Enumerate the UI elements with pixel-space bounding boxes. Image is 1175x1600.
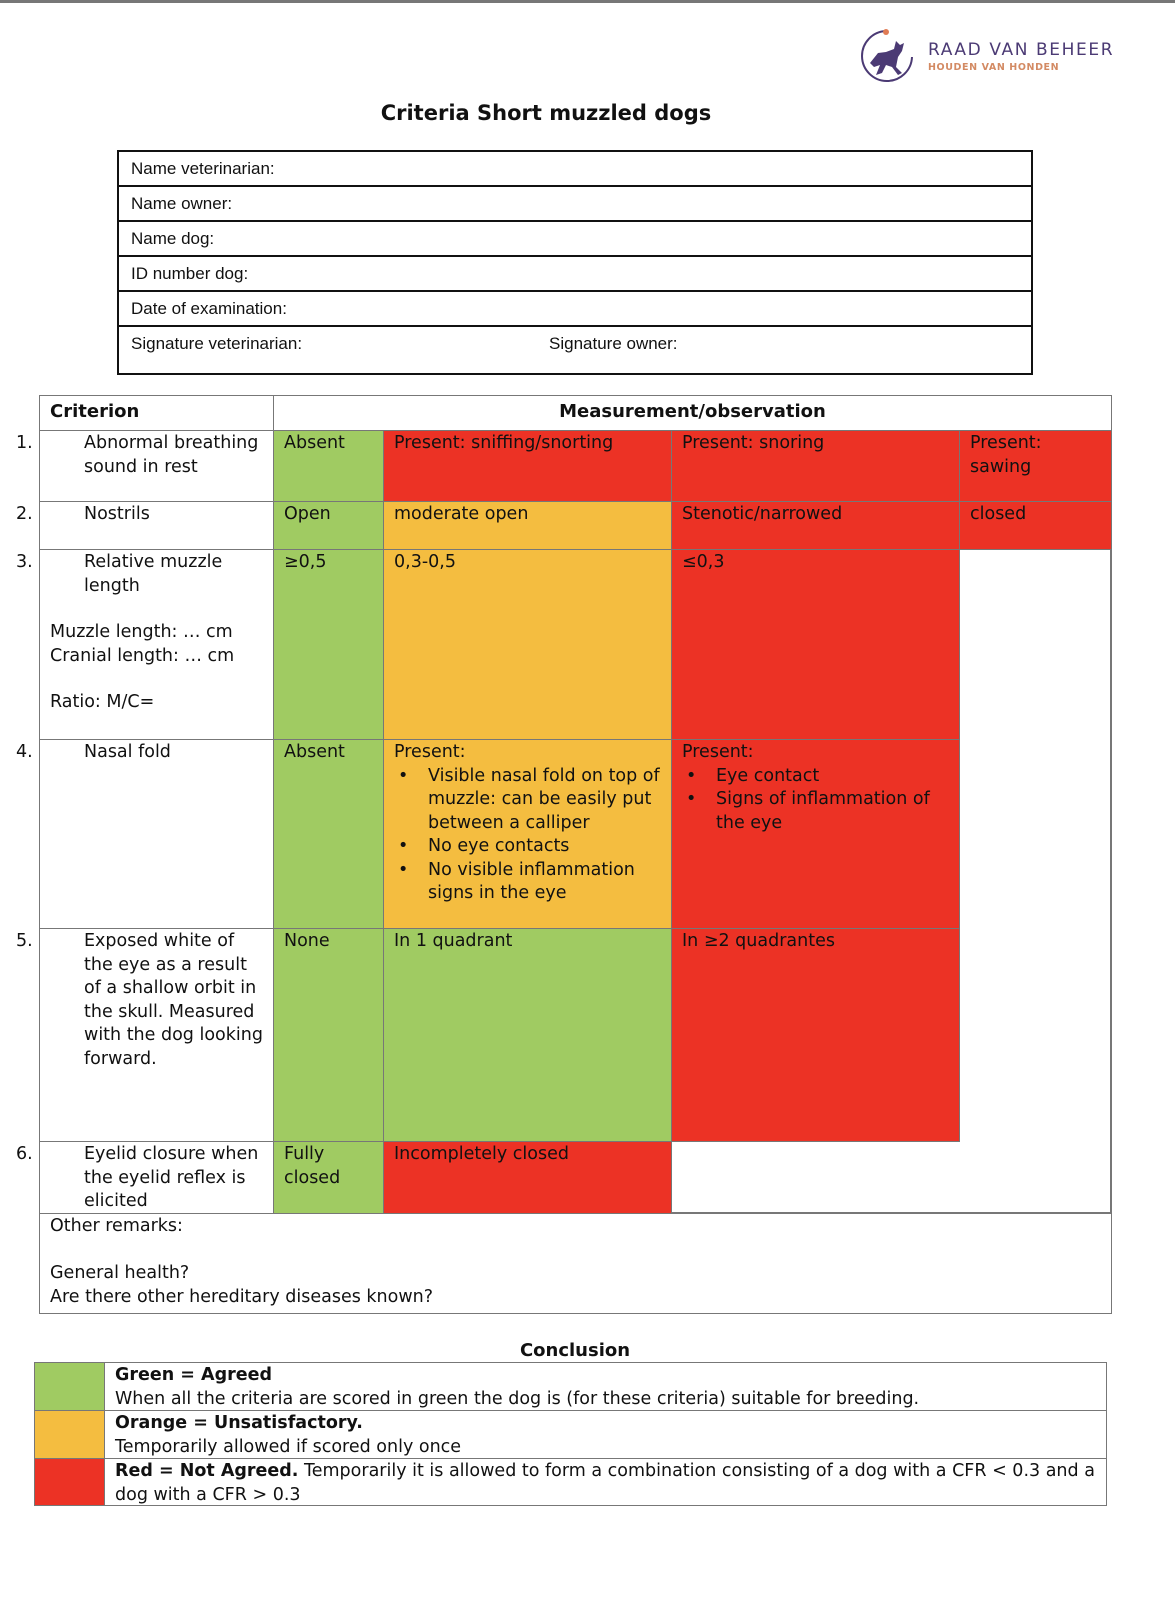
- criterion-number: 2.: [16, 504, 33, 524]
- legend-heading: Orange = Unsatisfactory.: [115, 1413, 363, 1433]
- general-health-label: General health?: [50, 1263, 190, 1283]
- header-measurement: Measurement/observation: [274, 395, 1112, 431]
- criterion-label: Nasal fold: [84, 742, 171, 762]
- score-cell-red[interactable]: Incompletely closed: [384, 1142, 672, 1214]
- criterion-number: 6.: [16, 1144, 33, 1164]
- bullet-item: • No eye contacts: [394, 835, 661, 859]
- score-cell-red[interactable]: ≤0,3: [672, 550, 960, 740]
- criterion-number: 1.: [16, 433, 33, 453]
- criterion-label: Exposed white of the eye as a result of a shallow orbit in the skull. Measured with the dog looking forward.: [84, 931, 263, 1069]
- signature-owner-label: Signature owner:: [549, 334, 678, 353]
- field-date-of-examination[interactable]: [119, 292, 1031, 327]
- bullet-list: [394, 765, 661, 906]
- score-cell-green[interactable]: Fully closed: [274, 1142, 384, 1214]
- field-label: ID number dog:: [131, 264, 249, 283]
- score-cell-orange[interactable]: [384, 740, 672, 929]
- score-cell-orange[interactable]: 0,3-0,5: [384, 550, 672, 740]
- field-name-veterinarian[interactable]: [119, 152, 1031, 187]
- orange-swatch: [35, 1411, 105, 1458]
- score-cell-green[interactable]: ≥0,5: [274, 550, 384, 740]
- legend-row-red: [35, 1459, 1106, 1505]
- hereditary-diseases-label: Are there other hereditary diseases known?: [50, 1286, 434, 1307]
- field-label: Name owner:: [131, 194, 233, 213]
- green-swatch: [35, 1363, 105, 1410]
- logo-title: RAAD VAN BEHEER: [928, 40, 1115, 60]
- cranial-length-label[interactable]: Cranial length: … cm: [50, 645, 235, 666]
- cell-heading: Present:: [394, 742, 466, 762]
- score-cell-red[interactable]: In ≥2 quadrantes: [672, 929, 960, 1142]
- criterion-row-6: [16, 1142, 274, 1214]
- muzzle-length-label[interactable]: Muzzle length: … cm: [50, 622, 233, 642]
- score-cell-green[interactable]: None: [274, 929, 384, 1142]
- score-cell-green[interactable]: In 1 quadrant: [384, 929, 672, 1142]
- score-cell-red[interactable]: closed: [960, 502, 1112, 550]
- ratio-label[interactable]: Ratio: M/C=: [50, 692, 155, 712]
- legend-text: Temporarily it is allowed to form a combination consisting of a dog with a CFR < 0.3 and a dog with a CFR > 0.3: [115, 1461, 1095, 1505]
- cell-heading: Present:: [682, 742, 754, 762]
- table-right-border: [1110, 550, 1112, 1214]
- score-cell-green[interactable]: Absent: [274, 431, 384, 502]
- field-label: Name veterinarian:: [131, 159, 275, 178]
- info-form: [117, 150, 1033, 375]
- conclusion-title: Conclusion: [519, 1340, 631, 1361]
- organization-logo: [858, 27, 1138, 87]
- page-title: Criteria Short muzzled dogs: [380, 101, 712, 125]
- remarks-section[interactable]: [39, 1214, 1112, 1314]
- field-name-owner[interactable]: [119, 187, 1031, 222]
- bullet-item: • Visible nasal fold on top of muzzle: can be easily put between a calliper: [394, 765, 661, 836]
- score-cell-orange[interactable]: moderate open: [384, 502, 672, 550]
- criterion-row-2: [16, 502, 274, 550]
- red-swatch: [35, 1459, 105, 1505]
- score-cell-green[interactable]: Open: [274, 502, 384, 550]
- bullet-list: [682, 765, 949, 836]
- legend-heading: Red = Not Agreed.: [115, 1461, 299, 1481]
- conclusion-legend: [34, 1362, 1107, 1506]
- bullet-item: • Eye contact: [682, 765, 949, 789]
- criterion-label: Eyelid closure when the eyelid reflex is elicited: [84, 1144, 259, 1211]
- criterion-row-1: [16, 431, 274, 502]
- legend-row-orange: [35, 1411, 1106, 1459]
- legend-heading: Green = Agreed: [115, 1365, 273, 1385]
- score-cell-red[interactable]: Present: sawing: [960, 431, 1112, 502]
- criterion-row-4: [16, 740, 274, 929]
- field-label: Date of examination:: [131, 299, 287, 318]
- field-label: Name dog:: [131, 229, 215, 248]
- score-cell-red[interactable]: Present: snoring: [672, 431, 960, 502]
- dog-logo-icon: [858, 27, 916, 85]
- criterion-number: 3.: [16, 552, 33, 572]
- header-criterion: Criterion: [39, 395, 274, 431]
- bullet-item: • Signs of inflammation of the eye: [682, 788, 949, 835]
- legend-text: When all the criteria are scored in green the dog is (for these criteria) suitable for breeding.: [115, 1388, 920, 1409]
- bullet-item: • No visible inflammation signs in the eye: [394, 859, 661, 906]
- criterion-row-3: [16, 550, 274, 740]
- criterion-label: Relative muzzle length: [84, 552, 223, 596]
- field-id-number-dog[interactable]: [119, 257, 1031, 292]
- other-remarks-label: Other remarks:: [50, 1216, 183, 1236]
- field-name-dog[interactable]: [119, 222, 1031, 257]
- criterion-label: Abnormal breathing sound in rest: [84, 433, 259, 477]
- legend-row-green: [35, 1363, 1106, 1411]
- criterion-number: 5.: [16, 931, 33, 951]
- score-cell-red[interactable]: Stenotic/narrowed: [672, 502, 960, 550]
- criterion-label: Nostrils: [84, 504, 150, 524]
- score-cell-red[interactable]: [672, 740, 960, 929]
- score-cell-red[interactable]: Present: sniffing/snorting: [384, 431, 672, 502]
- legend-text: Temporarily allowed if scored only once: [115, 1436, 462, 1457]
- criterion-row-5: [16, 929, 274, 1142]
- score-cell-green[interactable]: Absent: [274, 740, 384, 929]
- signature-veterinarian-label: Signature veterinarian:: [131, 334, 303, 353]
- field-signatures[interactable]: [119, 327, 1031, 373]
- criterion-number: 4.: [16, 742, 33, 762]
- logo-subtitle: HOUDEN VAN HONDEN: [928, 62, 1060, 73]
